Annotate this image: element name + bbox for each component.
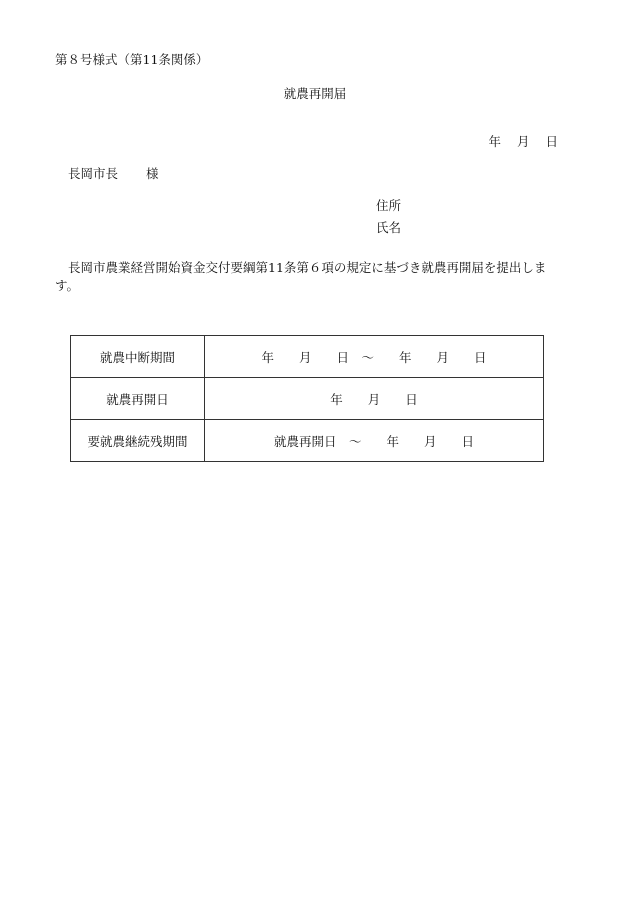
table-row-label: 就農再開日 bbox=[71, 378, 205, 420]
name-label: 氏名 bbox=[376, 220, 402, 235]
table-row-value: 年 月 日 bbox=[205, 378, 544, 420]
body-text: 長岡市農業経営開始資金交付要綱第11条第６項の規定に基づき就農再開届を提出します。 bbox=[55, 260, 547, 293]
addressee bbox=[68, 164, 159, 182]
report-table bbox=[70, 335, 544, 462]
addressee-honorific: 様 bbox=[146, 166, 159, 181]
addressee-name: 長岡市長 bbox=[68, 166, 119, 181]
table-row-value: 年 月 日 ～ 年 月 日 bbox=[205, 336, 544, 378]
table-row-label: 要就農継続残期間 bbox=[71, 420, 205, 462]
date-month: 月 bbox=[516, 134, 530, 149]
table-row bbox=[71, 378, 544, 420]
date-year: 年 bbox=[488, 134, 501, 149]
table-row bbox=[71, 336, 544, 378]
address-label: 住所 bbox=[376, 198, 402, 213]
table-row-label: 就農中断期間 bbox=[71, 336, 205, 378]
table-row-value: 就農再開日 ～ 年 月 日 bbox=[205, 420, 544, 462]
document-title: 就農再開届 bbox=[283, 86, 347, 101]
form-number: 第８号様式（第11条関係） bbox=[55, 52, 209, 67]
date-day: 日 bbox=[545, 134, 558, 149]
date-line bbox=[488, 132, 558, 150]
table-row bbox=[71, 420, 544, 462]
